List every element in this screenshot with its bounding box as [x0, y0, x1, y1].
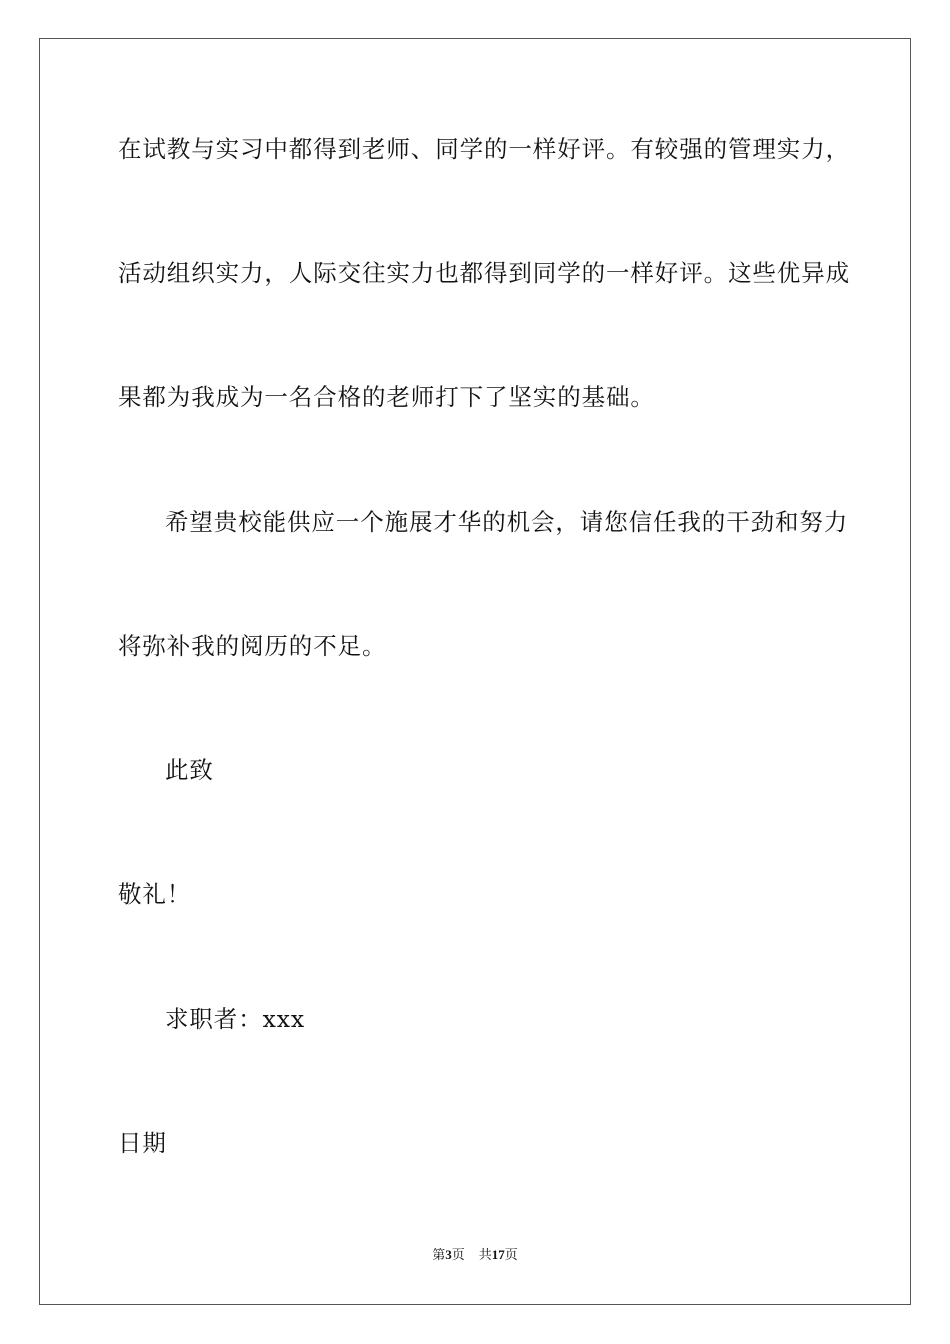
- closing-salutation: 此致: [165, 756, 214, 784]
- closing-regards: 敬礼！: [118, 880, 192, 908]
- body-line-3: 果都为我成为一名合格的老师打下了坚实的基础。: [118, 383, 655, 411]
- page-prefix: 第: [432, 1247, 446, 1262]
- body-line-1: 在试教与实习中都得到老师、同学的一样好评。有较强的管理实力，: [118, 135, 850, 163]
- total-prefix: 共: [478, 1247, 492, 1262]
- body-line-2: 活动组织实力，人际交往实力也都得到同学的一样好评。这些优异成: [118, 259, 850, 287]
- page-suffix: 页: [451, 1247, 465, 1262]
- total-suffix: 页: [504, 1247, 518, 1262]
- page-border: [39, 38, 911, 1305]
- signature-applicant: 求职者：xxx: [165, 1005, 306, 1033]
- total-pages: 17: [491, 1247, 505, 1262]
- body-line-4: 希望贵校能供应一个施展才华的机会，请您信任我的干劲和努力: [165, 508, 849, 536]
- date-label: 日期: [118, 1129, 167, 1157]
- page-number: 3: [445, 1247, 452, 1262]
- page-footer: [0, 1246, 950, 1264]
- body-line-5: 将弥补我的阅历的不足。: [118, 632, 387, 660]
